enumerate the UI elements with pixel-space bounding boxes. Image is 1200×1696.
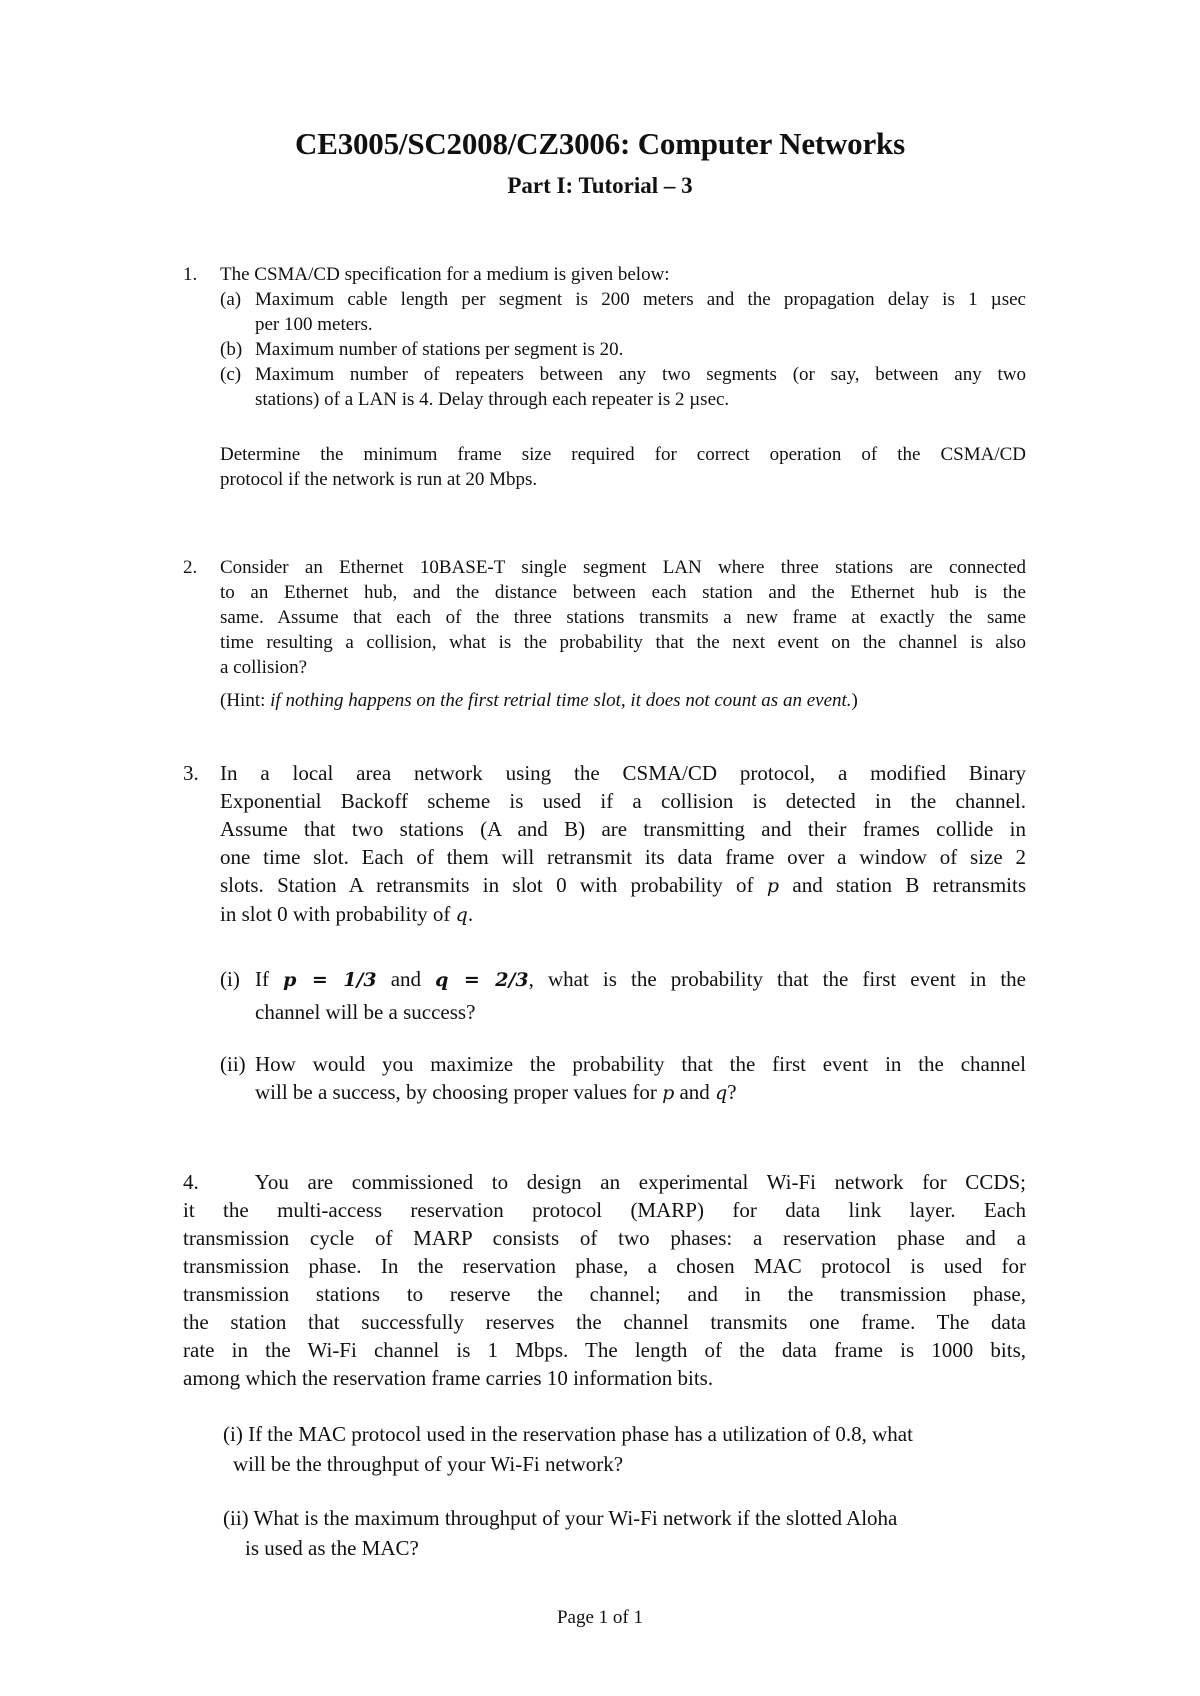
var-q: q (455, 904, 468, 926)
question-1-number: 1. (183, 264, 198, 285)
question-2: 2. Consider an Ethernet 10BASE-T single segment LAN where three stations are connected to an Ethernet hub, and the distance between each station and the Ethernet hub is the same. Assume that each of the three stations transmits a new frame at exactly the same time resulting a collision, what is the probability that the next event on the channel is also a collision? (Hint: if nothing happens on the first retrial time slot, it does not count as an event.) (183, 557, 1026, 711)
item-b-label: (b) (220, 339, 243, 360)
question-3-part-ii: (ii) How would you maximize the probability that the first event in the channel will be a success, by choosing proper values for p and q? (220, 1052, 1026, 1104)
expr-p: p = 1/3 (283, 969, 377, 991)
question-4-part-i: (i) If the MAC protocol used in the reservation phase has a utilization of 0.8, what will be the throughput of your Wi-Fi network? (223, 1422, 913, 1476)
question-1-task: Determine the minimum frame size required for correct operation of the CSMA/CD protocol if the network is run at 20 Mbps. (220, 444, 1026, 490)
item-c-label: (c) (220, 364, 242, 385)
question-2-number: 2. (183, 557, 198, 578)
question-3: 3. In a local area network using the CSMA/CD protocol, a modified Binary Exponential Backoff scheme is used if a collision is detected in the channel. Assume that two stations (A and B) are transmitting and their frames collide in one time slot. Each of them will retransmit its data frame over a window of size 2 slots. Station A retransmits in slot 0 with probability of p and station B retransmits in slot 0 with probability of q. (i) If p = 1/3 and q = 2/3, what is the probability that the first event in the channel will be a success? (ii) How would you maximize the probability that the first event in the channel will be a success, by choosing proper values for p and q? (220, 759, 1026, 1107)
var-p: p (766, 875, 780, 897)
question-1-item-a: (a) Maximum cable length per segment is 200 meters and the propagation delay is 1 µsec per 100 meters. (220, 289, 1026, 335)
document-title: CE3005/SC2008/CZ3006: Computer Networks (295, 126, 905, 161)
question-4: 4. You are commissioned to design an experimental Wi-Fi network for CCDS; it the multi-access reservation protocol (MARP) for data link layer. Each transmission cycle of MARP consists of two phases: a reservation phase and a transmission phase. In the reservation phase, a chosen MAC protocol is used for transmission stations to reserve the channel; and in the transmission phase, the station that successfully reserves the channel transmits one frame. The data rate in the Wi-Fi channel is 1 Mbps. The length of the data frame is 1000 bits, among which the reservation frame carries 10 information bits. (i) If the MAC protocol used in the reservation phase has a utilization of 0.8, what will be the throughput of your Wi-Fi network? (ii) What is the maximum throughput of your Wi-Fi network if the slotted Aloha is used as the MAC? (183, 1170, 1027, 1560)
question-1-intro: The CSMA/CD specification for a medium is given below: (220, 264, 670, 285)
question-1-item-c: (c) Maximum number of repeaters between any two segments (or say, between any two stations) of a LAN is 4. Delay through each repeater is 2 µsec. (220, 364, 1026, 410)
expr-q: q = 2/3 (435, 969, 529, 991)
part-ii-label: (ii) (220, 1052, 246, 1076)
question-4-part-ii: (ii) What is the maximum throughput of your Wi-Fi network if the slotted Aloha is used as the MAC? (223, 1506, 898, 1560)
item-a-label: (a) (220, 289, 242, 310)
question-1 (183, 262, 1026, 492)
question-3-number: 3. (183, 761, 199, 785)
question-1-item-b: (b) Maximum number of stations per segment is 20. (220, 339, 624, 360)
question-4-number: 4. (183, 1170, 199, 1194)
page-footer: Page 1 of 1 (556, 1607, 643, 1628)
question-3-part-i: (i) If p = 1/3 and q = 2/3, what is the probability that the first event in the channel will be a success? (220, 967, 1026, 1024)
document-subtitle: Part I: Tutorial – 3 (507, 173, 693, 198)
part-i-label: (i) (220, 967, 240, 991)
question-2-hint: (Hint: if nothing happens on the first retrial time slot, it does not count as an event.) (220, 690, 858, 711)
